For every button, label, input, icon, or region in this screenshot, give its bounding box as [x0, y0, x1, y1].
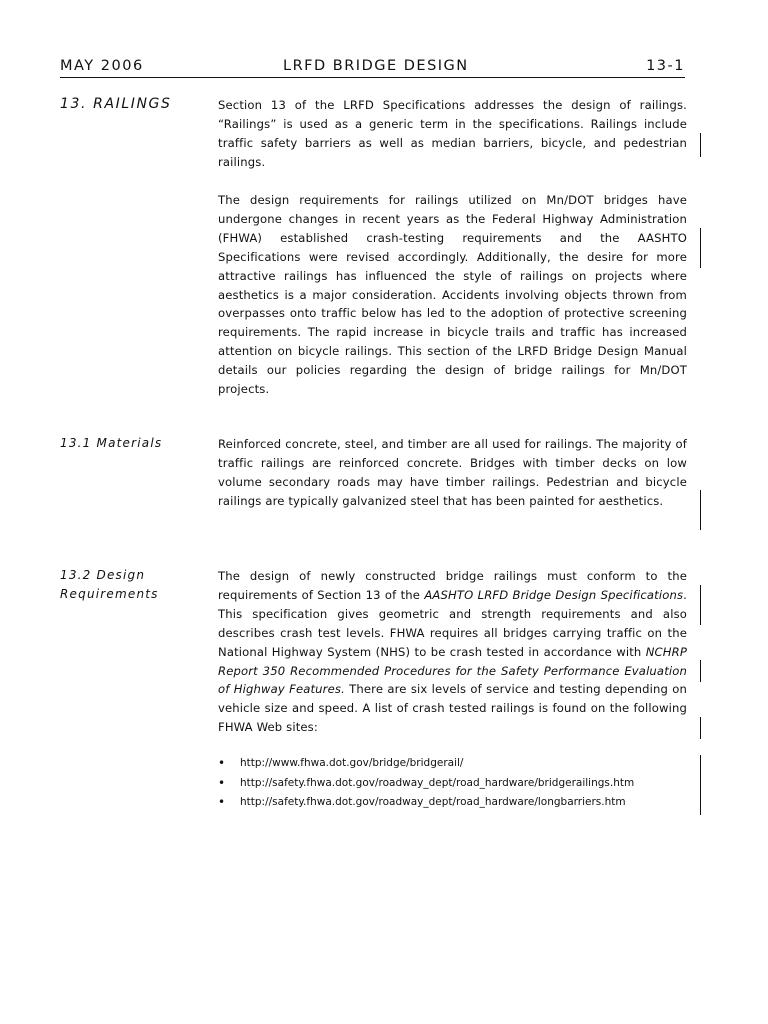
list-item — [218, 793, 687, 813]
design-text-1: The design of newly constructed bridge railings must conform to the requirements of Section 13 of the — [218, 569, 687, 602]
fhwa-link-bridgerailings[interactable]: http://safety.fhwa.dot.gov/roadway_dept/road_hardware/bridgerailings.htm — [240, 776, 635, 789]
page-header — [60, 56, 685, 78]
revision-change-bar — [700, 133, 701, 157]
section-label-design-requirements — [60, 566, 159, 604]
header-date: MAY 2006 — [60, 58, 144, 74]
header-page-number: 13-1 — [646, 58, 685, 74]
section-label-design-line-1: 13.2 Design — [60, 568, 146, 582]
design-report-title: NCHRP Report 350 Recommended Procedures for the Safety Performance Evaluation of Highway Features. — [218, 644, 687, 697]
bullet-icon: • — [218, 775, 226, 790]
fhwa-link-bridgerail[interactable]: http://www.fhwa.dot.gov/bridge/bridgerail/ — [240, 757, 464, 769]
design-text-3: There are six levels of service and testing depending on vehicle size and speed. A list of crash tested railings is found on the following FHWA Web sites: — [218, 682, 687, 735]
bullet-icon: • — [218, 756, 226, 770]
design-paragraph — [218, 567, 687, 737]
section-label-design-line-2: Requirements — [60, 587, 159, 601]
list-item — [218, 754, 687, 774]
design-spec-title: AASHTO LRFD Bridge Design Specifications — [424, 587, 684, 602]
section-label-railings: 13. RAILINGS — [60, 96, 172, 112]
header-title: LRFD BRIDGE DESIGN — [283, 58, 469, 74]
revision-change-bar — [700, 228, 701, 268]
bullet-icon: • — [218, 795, 226, 809]
revision-change-bar — [700, 660, 701, 682]
revision-change-bar — [700, 490, 701, 530]
railings-paragraph-2: The design requirements for railings utilized on Mn/DOT bridges have undergone changes in recent years as the Federal Highway Administration (FHWA) established crash-testing requirements and the AASHTO Specifications were revised accordingly. Additionally, the desire for more attractive railings has influenced the style of railings on projects where aesthetics is a major consideration. Accidents involving objects thrown from overpasses onto traffic below has led to the adoption of protective screening requirements. The rapid increase in bicycle trails and traffic has increased attention on bicycle railings. This section of the LRFD Bridge Design Manual details our policies regarding the design of bridge railings for Mn/DOT projects. — [218, 193, 687, 397]
revision-change-bar — [700, 585, 701, 625]
revision-change-bar — [700, 755, 701, 815]
fhwa-link-longbarriers[interactable]: http://safety.fhwa.dot.gov/roadway_dept/road_hardware/longbarriers.htm — [240, 796, 626, 808]
revision-change-bar — [700, 717, 701, 739]
railings-paragraph-1: Section 13 of the LRFD Specifications addresses the design of railings. “Railings” is used as a generic term in the specifications. Railings include traffic safety barriers as well as median barriers, bicycle, and pedestrian railings. — [218, 98, 687, 169]
list-item — [218, 774, 687, 794]
header-rule — [60, 77, 685, 78]
section-label-materials: 13.1 Materials — [60, 436, 163, 450]
design-text-2: . This specification gives geometric and strength requirements and also describes crash test levels. FHWA requires all bridges carrying traffic on the National Highway System (NHS) to be crash tested in accordance with — [218, 587, 687, 659]
fhwa-link-list — [218, 754, 687, 813]
materials-paragraph: Reinforced concrete, steel, and timber are all used for railings. The majority of traffic railings are reinforced concrete. Bridges with timber decks on low volume secondary roads may have timber railings. Pedestrian and bicycle railings are typically galvanized steel that has been painted for aesthetics. — [218, 437, 687, 508]
